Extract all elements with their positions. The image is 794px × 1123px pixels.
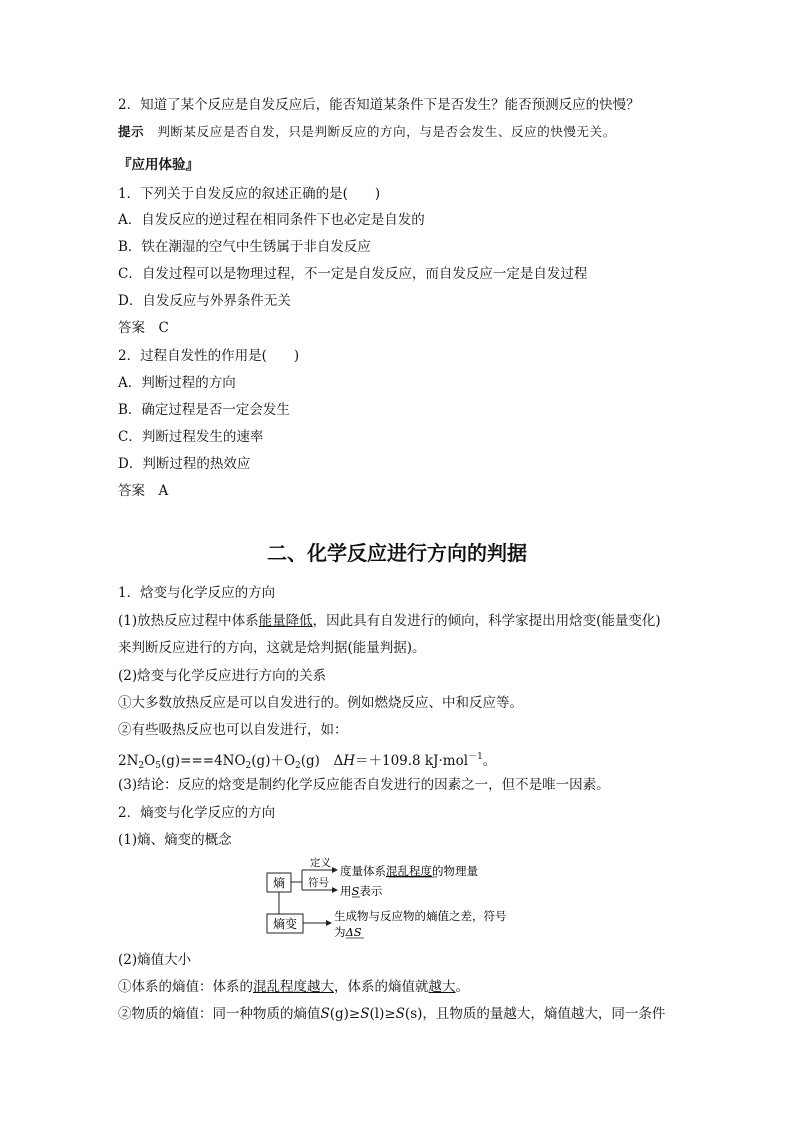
- text-span: ②物质的熵值：同一种物质的熵值: [118, 1006, 321, 1022]
- eq-symbol: S: [320, 1006, 330, 1022]
- text-span: (l)≥: [369, 1006, 396, 1022]
- text-span: 。: [455, 979, 469, 995]
- underlined-term: 混乱程度越大: [253, 979, 334, 995]
- exercise-2-stem: 2．过程自发性的作用是( ): [118, 348, 300, 364]
- text-span: 表示: [359, 884, 383, 898]
- entropy-change-text-1: 生成物与反应物的熵值之差，符号: [334, 909, 507, 923]
- paragraph-1-line-4: ①大多数放热反应是可以自发进行的。例如燃烧反应、中和反应等。: [118, 695, 523, 711]
- entropy-change-text-2: [334, 925, 362, 939]
- paragraph-1-heading: 1．焓变与化学反应的方向: [118, 585, 276, 601]
- entropy-box-label: 熵: [272, 876, 286, 890]
- eq-part: ＝＋109.8 kJ·mol: [354, 753, 469, 769]
- eq-part: 2N: [118, 753, 139, 769]
- definition-text: [340, 864, 478, 878]
- eq-part: (g) Δ: [300, 753, 344, 769]
- hint-label: 提示: [118, 124, 145, 139]
- underlined-term: 混乱程度: [386, 864, 432, 878]
- text-span: ，因此具有自发进行的倾向，科学家提出用焓变(能量变化): [312, 613, 661, 629]
- exercise-1-option-a: A．自发反应的逆过程在相同条件下也必定是自发的: [118, 212, 425, 228]
- text-span: 的物理量: [432, 864, 478, 878]
- eq-subscript: 2: [138, 761, 145, 771]
- paragraph-1-line-2: 来判断反应进行的方向，这就是焓判据(能量判据)。: [118, 640, 426, 656]
- exercise-1-option-b: B．铁在潮湿的空气中生锈属于非自发反应: [118, 239, 371, 255]
- eq-part: 。: [482, 753, 497, 769]
- underlined-term: ΔS: [345, 925, 362, 939]
- entropy-change-box-label: 熵变: [272, 917, 298, 931]
- label-definition: 定义: [310, 857, 331, 869]
- eq-part: (g)===4NO: [160, 753, 246, 769]
- eq-symbol: H: [343, 753, 355, 769]
- exercise-2-option-a: A．判断过程的方向: [118, 375, 236, 391]
- section-label: 『应用体验』: [118, 157, 199, 173]
- eq-symbol: S: [360, 1006, 370, 1022]
- hint-text: 判断某反应是否自发，只是判断反应的方向，与是否会发生、反应的快慢无关。: [157, 124, 616, 139]
- underlined-term: 能量降低: [258, 613, 313, 629]
- paragraph-2-line-3: [118, 977, 469, 997]
- text-span: (1)放热反应过程中体系: [118, 613, 259, 629]
- text-span: (s)，且物质的量越大，熵值越大，同一条件: [404, 1006, 666, 1022]
- arrow-head-definition: [332, 867, 338, 873]
- exercise-2-option-c: C．判断过程发生的速率: [118, 429, 264, 445]
- reaction-equation: [118, 747, 496, 776]
- eq-symbol: S: [395, 1006, 405, 1022]
- text-span: 度量体系: [340, 864, 386, 878]
- exercise-2-option-b: B．确定过程是否一定会发生: [118, 402, 290, 418]
- exercise-1-stem: 1．下列关于自发反应的叙述正确的是( ): [118, 186, 381, 202]
- paragraph-2-line-4: [118, 1004, 665, 1024]
- eq-subscript: 5: [155, 761, 161, 771]
- text-span: (g)≥: [329, 1006, 361, 1022]
- text-span: ①体系的熵值：体系的: [118, 979, 253, 995]
- exercise-1-option-c: C．自发过程可以是物理过程，不一定是自发反应，而自发反应一定是自发过程: [118, 266, 588, 282]
- underlined-term: S: [351, 884, 360, 898]
- eq-part: (g)＋O: [251, 753, 296, 769]
- eq-subscript: 2: [245, 761, 252, 771]
- question-2-hint: [118, 122, 616, 142]
- paragraph-2-line-1: (1)熵、熵变的概念: [118, 832, 232, 848]
- exercise-2-answer: 答案 A: [118, 483, 169, 499]
- exercise-1-answer: 答案 C: [118, 320, 169, 336]
- paragraph-2-heading: 2．熵变与化学反应的方向: [118, 805, 276, 821]
- eq-subscript: 2: [295, 761, 301, 771]
- text-span: ，体系的熵值就: [334, 979, 429, 995]
- exercise-1-option-d: D．自发反应与外界条件无关: [118, 293, 291, 309]
- question-2: 2．知道了某个反应是自发反应后，能否知道某条件下是否发生？能否预测反应的快慢？: [118, 97, 640, 113]
- paragraph-1-line-7: (3)结论：反应的焓变是制约化学反应能否自发进行的因素之一，但不是唯一因素。: [118, 777, 610, 793]
- arrow-head-entropy-change: [326, 920, 332, 926]
- paragraph-1-line-1: [118, 611, 661, 631]
- label-symbol: 符号: [308, 877, 329, 889]
- exercise-2-option-d: D．判断过程的热效应: [118, 456, 251, 472]
- paragraph-2-line-2: (2)熵值大小: [118, 952, 192, 968]
- arrow-head-symbol: [332, 887, 338, 893]
- symbol-text: [340, 884, 383, 898]
- section-title: 二、化学反应进行方向的判据: [267, 541, 527, 565]
- text-span: 为: [334, 925, 346, 939]
- eq-superscript: －1: [468, 752, 483, 762]
- paragraph-1-line-3: (2)焓变与化学反应进行方向的关系: [118, 668, 327, 684]
- entropy-concept-diagram: [262, 856, 542, 942]
- text-span: 用: [340, 884, 352, 898]
- underlined-term: 越大: [428, 979, 456, 995]
- paragraph-1-line-5: ②有些吸热反应也可以自发进行，如：: [118, 722, 348, 738]
- eq-part: O: [144, 753, 156, 769]
